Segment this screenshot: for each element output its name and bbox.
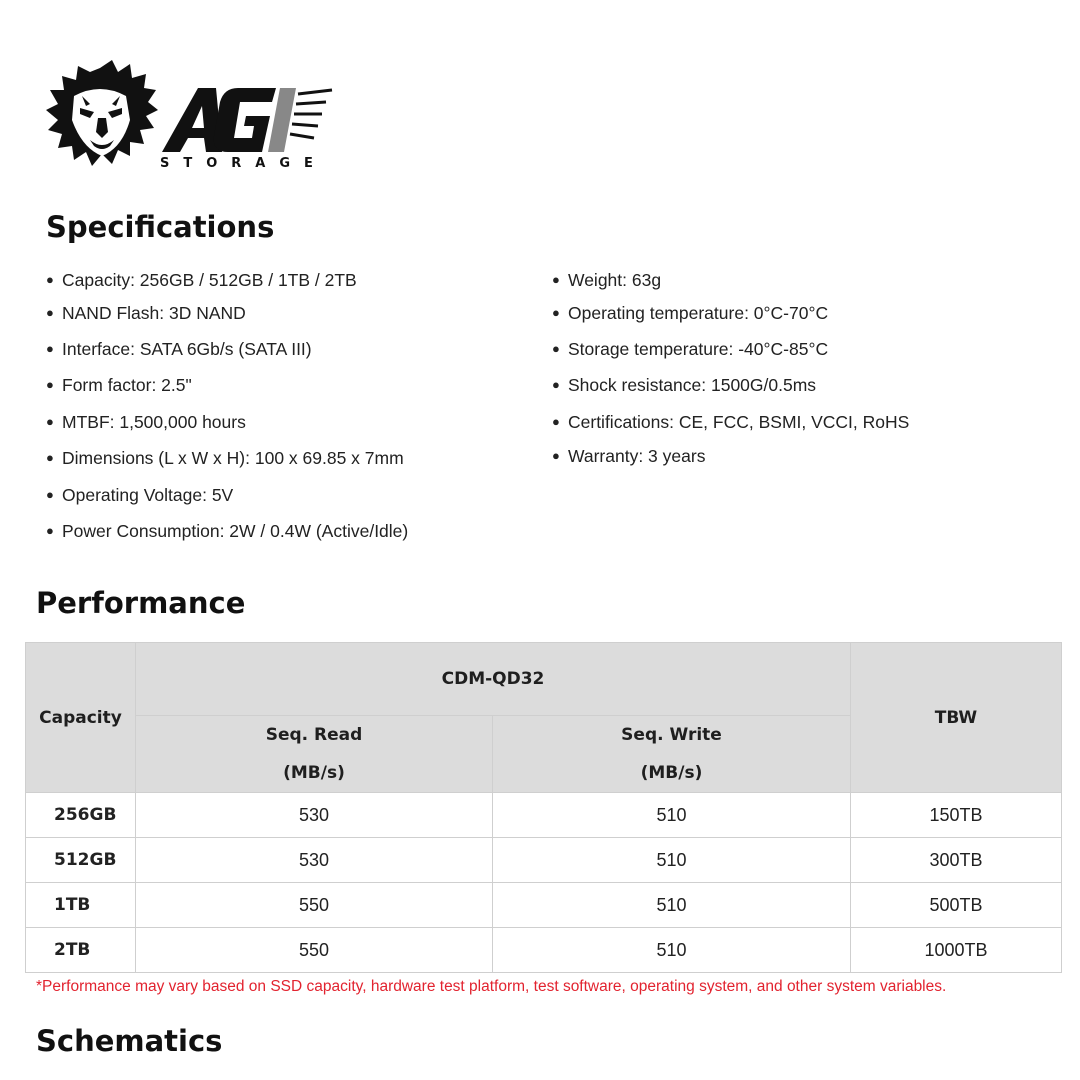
bullet-icon: ●: [46, 414, 54, 429]
header-tbw: TBW: [851, 643, 1062, 793]
cell-tbw: 1000TB: [851, 928, 1062, 973]
header-capacity: Capacity: [26, 643, 136, 793]
bullet-icon: ●: [46, 305, 54, 320]
table-row: [26, 928, 1062, 973]
list-item: ● Power Consumption: 2W / 0.4W (Active/Idle): [46, 521, 409, 541]
cell-capacity: 512GB: [26, 838, 136, 883]
list-item: ● Operating Voltage: 5V: [46, 485, 234, 505]
list-item: ● MTBF: 1,500,000 hours: [46, 412, 246, 432]
brand-subtitle: STORAGE: [160, 156, 327, 171]
list-item: ● Form factor: 2.5": [46, 375, 192, 395]
bullet-icon: ●: [552, 448, 560, 463]
performance-disclaimer: *Performance may vary based on SSD capacity, hardware test platform, test software, operating system, and other system variables.: [36, 978, 947, 995]
header-seq-read-unit: (MB/s): [283, 763, 345, 783]
brand-logo: [40, 60, 350, 190]
cell-capacity: 2TB: [26, 928, 136, 973]
cell-tbw: 500TB: [851, 883, 1062, 928]
performance-table: [25, 642, 1062, 973]
bullet-icon: ●: [552, 377, 560, 392]
bullet-icon: ●: [552, 414, 560, 429]
cell-seq-write: 510: [493, 793, 851, 838]
bullet-icon: ●: [552, 272, 560, 287]
header-seq-read: [136, 716, 493, 793]
cell-seq-write: 510: [493, 883, 851, 928]
cell-seq-write: 510: [493, 928, 851, 973]
list-item: ● NAND Flash: 3D NAND: [46, 303, 246, 323]
list-item: ● Dimensions (L x W x H): 100 x 69.85 x 7mm: [46, 448, 404, 468]
specifications-heading: Specifications: [46, 210, 275, 244]
list-item: ● Operating temperature: 0°C-70°C: [552, 303, 829, 323]
header-cdm-qd32: CDM-QD32: [136, 643, 851, 716]
schematics-heading: Schematics: [36, 1024, 223, 1058]
bullet-icon: ●: [46, 272, 54, 287]
header-seq-write-unit: (MB/s): [640, 763, 703, 783]
list-item: ● Weight: 63g: [552, 270, 662, 290]
bullet-icon: ●: [552, 305, 560, 320]
cell-tbw: 150TB: [851, 793, 1062, 838]
cell-seq-write: 510: [493, 838, 851, 883]
cell-seq-read: 550: [136, 883, 493, 928]
bullet-icon: ●: [46, 487, 54, 502]
cell-seq-read: 530: [136, 838, 493, 883]
table-row: [26, 883, 1062, 928]
cell-seq-read: 550: [136, 928, 493, 973]
bullet-icon: ●: [46, 523, 54, 538]
header-seq-write-label: Seq. Write: [621, 725, 722, 745]
bullet-icon: ●: [46, 341, 54, 356]
list-item: ● Certifications: CE, FCC, BSMI, VCCI, RoHS: [552, 412, 910, 432]
bullet-icon: ●: [46, 450, 54, 465]
list-item: ● Warranty: 3 years: [552, 446, 706, 466]
list-item: ● Shock resistance: 1500G/0.5ms: [552, 375, 817, 395]
header-seq-write: [493, 716, 851, 793]
header-seq-read-label: Seq. Read: [265, 725, 363, 745]
list-item: ● Capacity: 256GB / 512GB / 1TB / 2TB: [46, 270, 357, 290]
cell-capacity: 256GB: [26, 793, 136, 838]
bullet-icon: ●: [46, 377, 54, 392]
bullet-icon: ●: [552, 341, 560, 356]
cell-seq-read: 530: [136, 793, 493, 838]
performance-heading: Performance: [36, 586, 246, 620]
list-item: ● Storage temperature: -40°C-85°C: [552, 339, 829, 359]
table-row: [26, 838, 1062, 883]
table-row: [26, 793, 1062, 838]
cell-capacity: 1TB: [26, 883, 136, 928]
cell-tbw: 300TB: [851, 838, 1062, 883]
list-item: ● Interface: SATA 6Gb/s (SATA III): [46, 339, 312, 359]
